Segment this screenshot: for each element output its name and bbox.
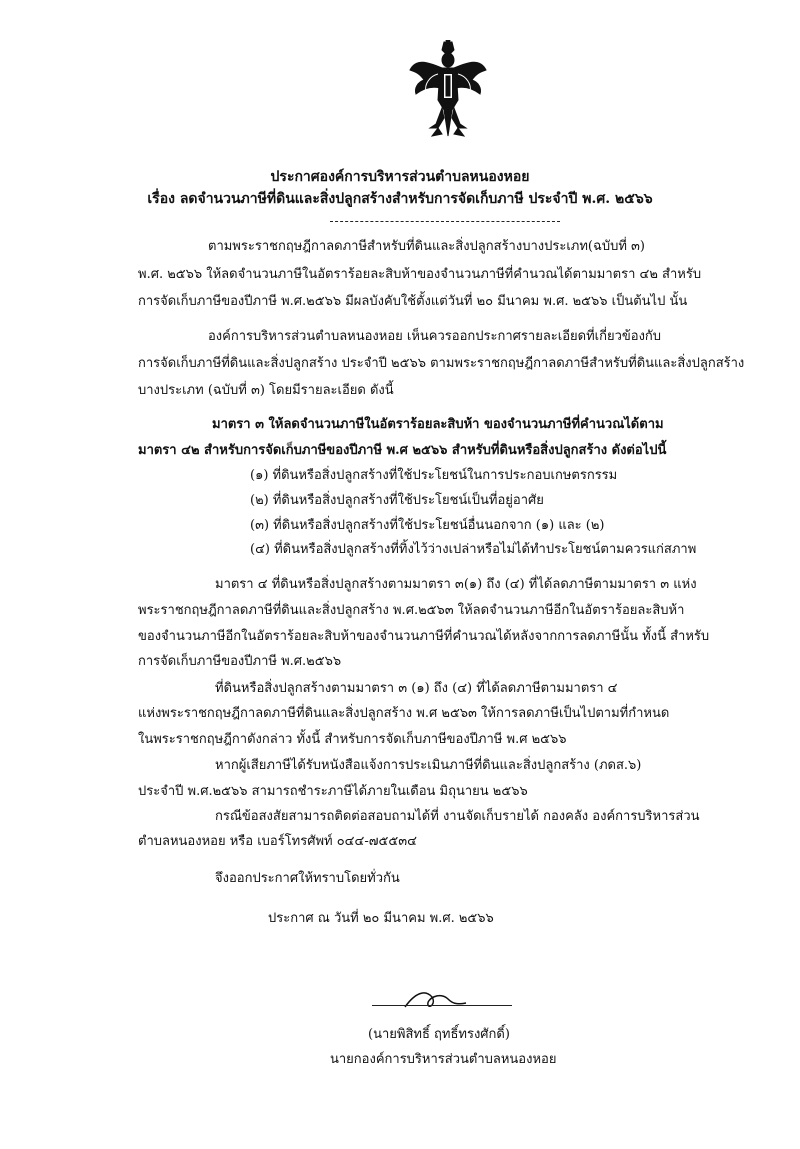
p6-line-2: ประจำปี พ.ศ.๒๕๖๖ สามารถชำระภาษีได้ภายในเดือน มิถุนายน ๒๕๖๖ [138, 784, 528, 799]
p1-line-3: การจัดเก็บภาษีของปีภาษี พ.ศ.๒๕๖๖ มีผลบังคับใช้ตั้งแต่วันที่ ๒๐ มีนาคม พ.ศ. ๒๕๖๖ เป็นต้นไป นั้น [138, 294, 688, 309]
p4-line-1: มาตรา ๔ ที่ดินหรือสิ่งปลูกสร้างตามมาตรา ๓(๑) ถึง (๔) ที่ได้ลดภาษีตามมาตรา ๓ แห่ง [215, 577, 697, 592]
document-title: ประกาศองค์การบริหารส่วนตำบลหนองหอย [270, 169, 530, 185]
document-subject: เรื่อง ลดจำนวนภาษีที่ดินและสิ่งปลูกสร้างสำหรับการจัดเก็บภาษี ประจำปี พ.ศ. ๒๕๖๖ [147, 191, 653, 207]
p1-line-1: ตามพระราชกฤษฎีกาลดภาษีสำหรับที่ดินและสิ่งปลูกสร้างบางประเภท(ฉบับที่ ๓) [208, 239, 645, 254]
p1-line-2: พ.ศ. ๒๕๖๖ ให้ลดจำนวนภาษีในอัตราร้อยละสิบห้าของจำนวนภาษีที่คำนวณได้ตามมาตรา ๔๒ สำหรับ [138, 267, 702, 282]
title-separator [330, 221, 560, 222]
p3-line-1: มาตรา ๓ ให้ลดจำนวนภาษีในอัตราร้อยละสิบห้า ของจำนวนภาษีที่คำนวณได้ตาม [212, 417, 664, 432]
signatory-position: นายกองค์การบริหารส่วนตำบลหนองหอย [330, 1052, 557, 1067]
p4-line-4: การจัดเก็บภาษีของปีภาษี พ.ศ.๒๕๖๖ [138, 654, 342, 669]
p3-line-2: มาตรา ๔๒ สำหรับการจัดเก็บภาษีของปีภาษี พ.ศ ๒๕๖๖ สำหรับที่ดินหรือสิ่งปลูกสร้าง ดังต่อไปนี้ [138, 443, 667, 458]
list-item: (๓) ที่ดินหรือสิ่งปลูกสร้างที่ใช้ประโยชน์อื่นนอกจาก (๑) และ (๒) [250, 518, 605, 533]
p7-line-1: กรณีข้อสงสัยสามารถติดต่อสอบถามได้ที่ งานจัดเก็บรายได้ กองคลัง องค์การบริหารส่วน [215, 809, 700, 824]
p5-line-2: แห่งพระราชกฤษฎีกาลดภาษีที่ดินและสิ่งปลูกสร้าง พ.ศ ๒๕๖๓ ให้การลดภาษีเป็นไปตามที่กำหนด [138, 706, 670, 721]
p7-line-2: ตำบลหนองหอย หรือ เบอร์โทรศัพท์ ๐๔๔-๗๕๕๓๔ [138, 834, 417, 849]
p2-line-1: องค์การบริหารส่วนตำบลหนองหอย เห็นควรออกประกาศรายละเอียดที่เกี่ยวข้องกับ [208, 329, 662, 344]
signature-line [372, 1005, 512, 1006]
list-item: (๒) ที่ดินหรือสิ่งปลูกสร้างที่ใช้ประโยชน์เป็นที่อยู่อาศัย [250, 493, 544, 508]
closing-statement: จึงออกประกาศให้ทราบโดยทั่วกัน [215, 871, 400, 886]
p6-line-1: หากผู้เสียภาษีได้รับหนังสือแจ้งการประเมินภาษีที่ดินและสิ่งปลูกสร้าง (ภดส.๖) [215, 758, 642, 773]
p4-line-3: ของจำนวนภาษีอีกในอัตราร้อยละสิบห้าของจำนวนภาษีที่คำนวณได้หลังจากการลดภาษีนั้น ทั้งนี้ สำหรับ [138, 629, 710, 644]
announcement-date: ประกาศ ณ วันที่ ๒๐ มีนาคม พ.ศ. ๒๕๖๖ [268, 911, 494, 926]
p5-line-1: ที่ดินหรือสิ่งปลูกสร้างตามมาตรา ๓ (๑) ถึง (๔) ที่ได้ลดภาษีตามมาตรา ๔ [215, 681, 618, 696]
list-item: (๔) ที่ดินหรือสิ่งปลูกสร้างที่ทิ้งไว้ว่างเปล่าหรือไม่ได้ทำประโยชน์ตามควรแก่สภาพ [250, 542, 697, 557]
p5-line-3: ในพระราชกฤษฎีกาดังกล่าว ทั้งนี้ สำหรับการจัดเก็บภาษีของปีภาษี พ.ศ ๒๕๖๖ [138, 732, 567, 747]
signature-mark-icon [400, 985, 470, 1015]
p2-line-2: การจัดเก็บภาษีที่ดินและสิ่งปลูกสร้าง ประจำปี ๒๕๖๖ ตามพระราชกฤษฎีกาลดภาษีสำหรับที่ดินและสิ่งปลูกสร้าง [138, 356, 745, 371]
garuda-emblem-icon [408, 40, 488, 140]
p4-line-2: พระราชกฤษฎีกาลดภาษีที่ดินและสิ่งปลูกสร้าง พ.ศ.๒๕๖๓ ให้ลดจำนวนภาษีอีกในอัตราร้อยละสิบห้า [138, 603, 685, 618]
p2-line-3: บางประเภท (ฉบับที่ ๓) โดยมีรายละเอียด ดังนี้ [138, 383, 394, 398]
list-item: (๑) ที่ดินหรือสิ่งปลูกสร้างที่ใช้ประโยชน์ในการประกอบเกษตรกรรม [250, 468, 618, 483]
signatory-name: (นายพิสิทธิ์ ฤทธิ์ทรงศักดิ์) [368, 1027, 510, 1042]
